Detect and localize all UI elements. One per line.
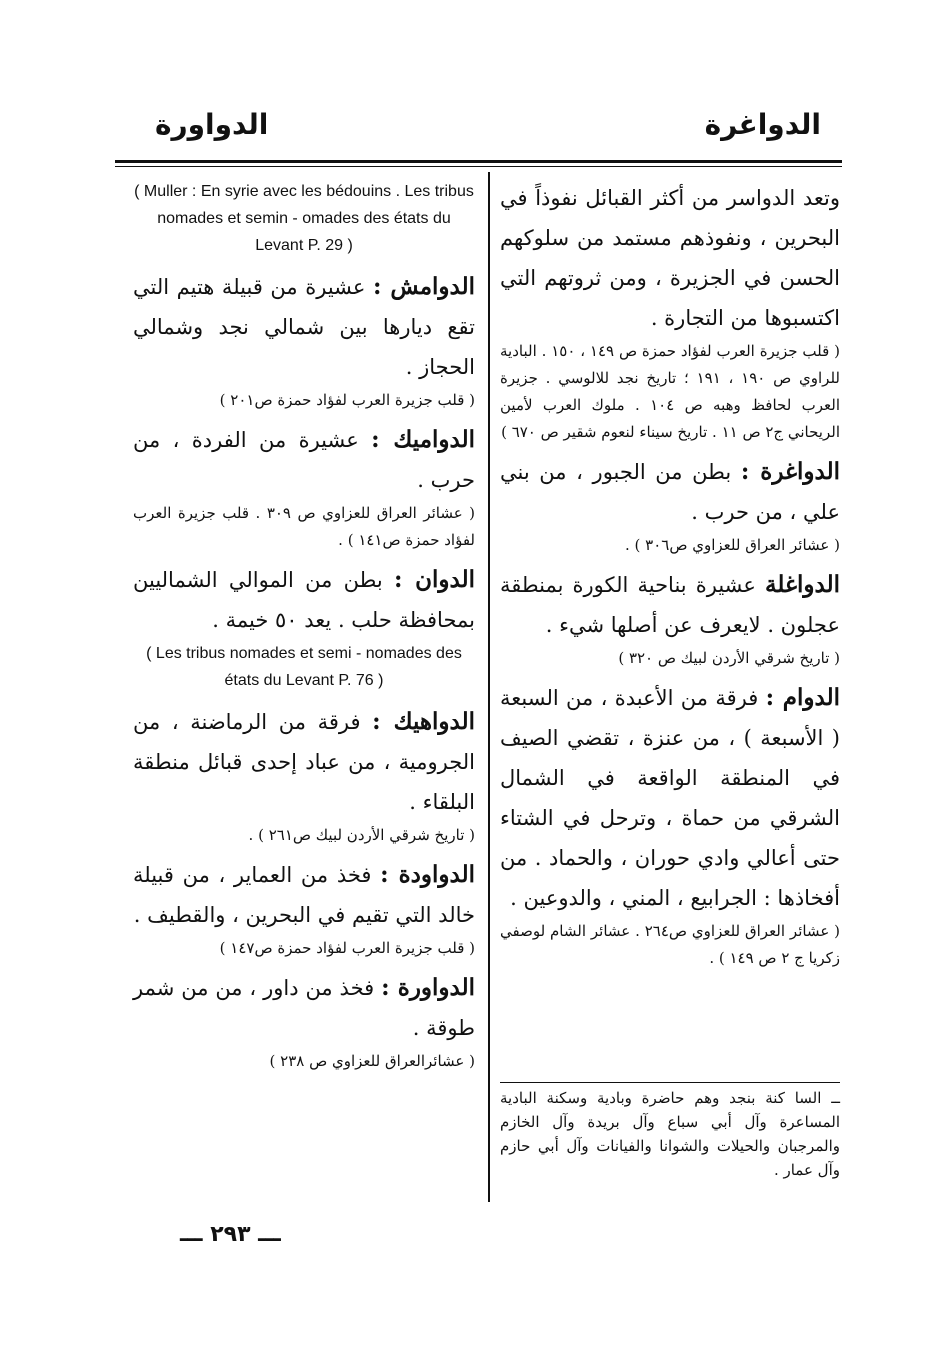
- source-reference: ( عشائر العراق للعزاوي ص ٣٠٩ . قلب جزيرة العرب لفؤاد حمزة ص١٤١ ) .: [133, 504, 476, 549]
- running-header-right: الدواغرة: [704, 108, 821, 141]
- entry-term: الدواودة :: [380, 861, 475, 888]
- source-reference: ( تاريخ شرقي الأردن لبيك ص٢٦١ ) .: [248, 826, 475, 844]
- entry-text: بطن من الجبور ، من بني علي ، من حرب .: [500, 460, 840, 524]
- entry-term: الدواهيك :: [372, 708, 475, 735]
- column-divider: [488, 172, 490, 1202]
- entry-term: الدوامش :: [373, 273, 476, 300]
- header-rule-thin: [115, 166, 842, 167]
- source-reference: ( تاريخ شرقي الأردن لبيك ص ٣٢٠ ): [618, 649, 840, 667]
- entry-text: عشيرة بناحية الكورة بمنطقة عجلون . لايعرف عن أصلها شيء .: [500, 573, 840, 637]
- latin-reference: ( Muller : En syrie avec les bédouins . Les tribus nomades et semin - omades des états du Levant P. 29 ): [134, 183, 474, 254]
- latin-reference: ( Les tribus nomades et semi - nomades des états du Levant P. 76 ): [146, 645, 462, 689]
- footnote-rule: [500, 1082, 840, 1083]
- paragraph: وتعد الدواسر من أكثر القبائل نفوذاً في البحرين ، ونفوذهم مستمد من سلوكهم الحسن في الجزيرة ، ومن ثروتهم التي اكتسبوها من التجارة .: [500, 186, 840, 330]
- dictionary-entry: [133, 855, 475, 935]
- dictionary-entry: [133, 267, 475, 387]
- entry-term: الدواغرة :: [740, 458, 841, 485]
- entry-text: بطن من الموالي الشماليين بمحافظة حلب . يعد ٥٠ خيمة .: [133, 568, 475, 632]
- source-reference: ( عشائر العراق للعزاوي ص٣٠٦ ) .: [625, 536, 840, 554]
- header-rule: [115, 160, 842, 163]
- right-column: [500, 178, 840, 978]
- dictionary-entry: [133, 702, 475, 822]
- entry-term: الدواورة :: [381, 974, 475, 1001]
- dictionary-entry: [500, 565, 840, 645]
- source-reference: ( عشائرالعراق للعزاوي ص ٢٣٨ ): [269, 1052, 475, 1070]
- source-reference: ( قلب جزيرة العرب لفؤاد حمزة ص ١٤٩ ، ١٥٠ . البادية للراوي ص ١٩٠ ، ١٩١ ؛ تاريخ نجد للالوسي . جزيرة العرب لحافظ وهبه ص ١٠٤ . ملوك العرب لأمين الريحاني ج٢ ص ١١ . تاريخ سيناء لنعوم شقير ص ٦٧٠ ): [500, 342, 840, 441]
- dictionary-entry: [500, 678, 840, 918]
- entry-text: فخذ من داور ، من من شمر طوقة .: [133, 976, 475, 1040]
- entry-text: عشيرة من قبيلة هتيم التي تقع ديارها بين شمالي نجد وشمالي الحجاز .: [133, 275, 475, 379]
- dictionary-entry: [133, 560, 475, 640]
- entry-term: الدوان :: [394, 566, 475, 593]
- entry-text: فرقة من الرماضنة ، من الجرومية ، من عباد إحدى قبائل منطقة البلقاء .: [133, 710, 475, 814]
- dictionary-entry: [500, 452, 840, 532]
- left-column: [133, 178, 475, 1081]
- page-number: ـــ ٢٩٣ ـــ: [180, 1222, 281, 1247]
- source-reference: ( قلب جزيرة العرب لفؤاد حمزة ص٢٠١ ): [219, 391, 475, 409]
- entry-text: عشيرة من الفردة ، من حرب .: [133, 428, 475, 492]
- running-header-left: الدواورة: [155, 108, 269, 141]
- dictionary-entry: [133, 968, 475, 1048]
- entry-text: فرقة من الأعبدة ، من السبعة ( الأسبعة ) ، من عنزة ، تقضي الصيف في المنطقة الواقعة في الشمال الشرقي من حماة ، وترحل في الشتاء حتى أعالي وادي حوران ، والحماد . من أفخاذها : الجرابيع ، المني ، والدوعين .: [500, 686, 840, 910]
- source-reference: ( عشائر العراق للعزاوي ص٢٦٤ . عشائر الشام لوصفي زكريا ج ٢ ص ١٤٩ ) .: [500, 922, 840, 967]
- source-reference: ( قلب جزيرة العرب لفؤاد حمزة ص١٤٧ ): [219, 939, 475, 957]
- entry-term: الدوام :: [765, 684, 840, 711]
- entry-term: الدواغلة: [765, 571, 840, 598]
- dictionary-entry: [133, 420, 475, 500]
- footnote: ــ السا كنة بنجد وهم حاضرة وبادية وسكنة البادية المساعرة وآل أبي سباع وآل بريدة وآل الخازم والمرجبان والحيلات والشوانا والفيانات وآل أبي حازم وآل عمار .: [500, 1089, 840, 1179]
- entry-term: الدواميك :: [371, 426, 475, 453]
- entry-text: فخذ من العماير ، من قبيلة خالد التي تقيم في البحرين ، والقطيف .: [133, 863, 475, 927]
